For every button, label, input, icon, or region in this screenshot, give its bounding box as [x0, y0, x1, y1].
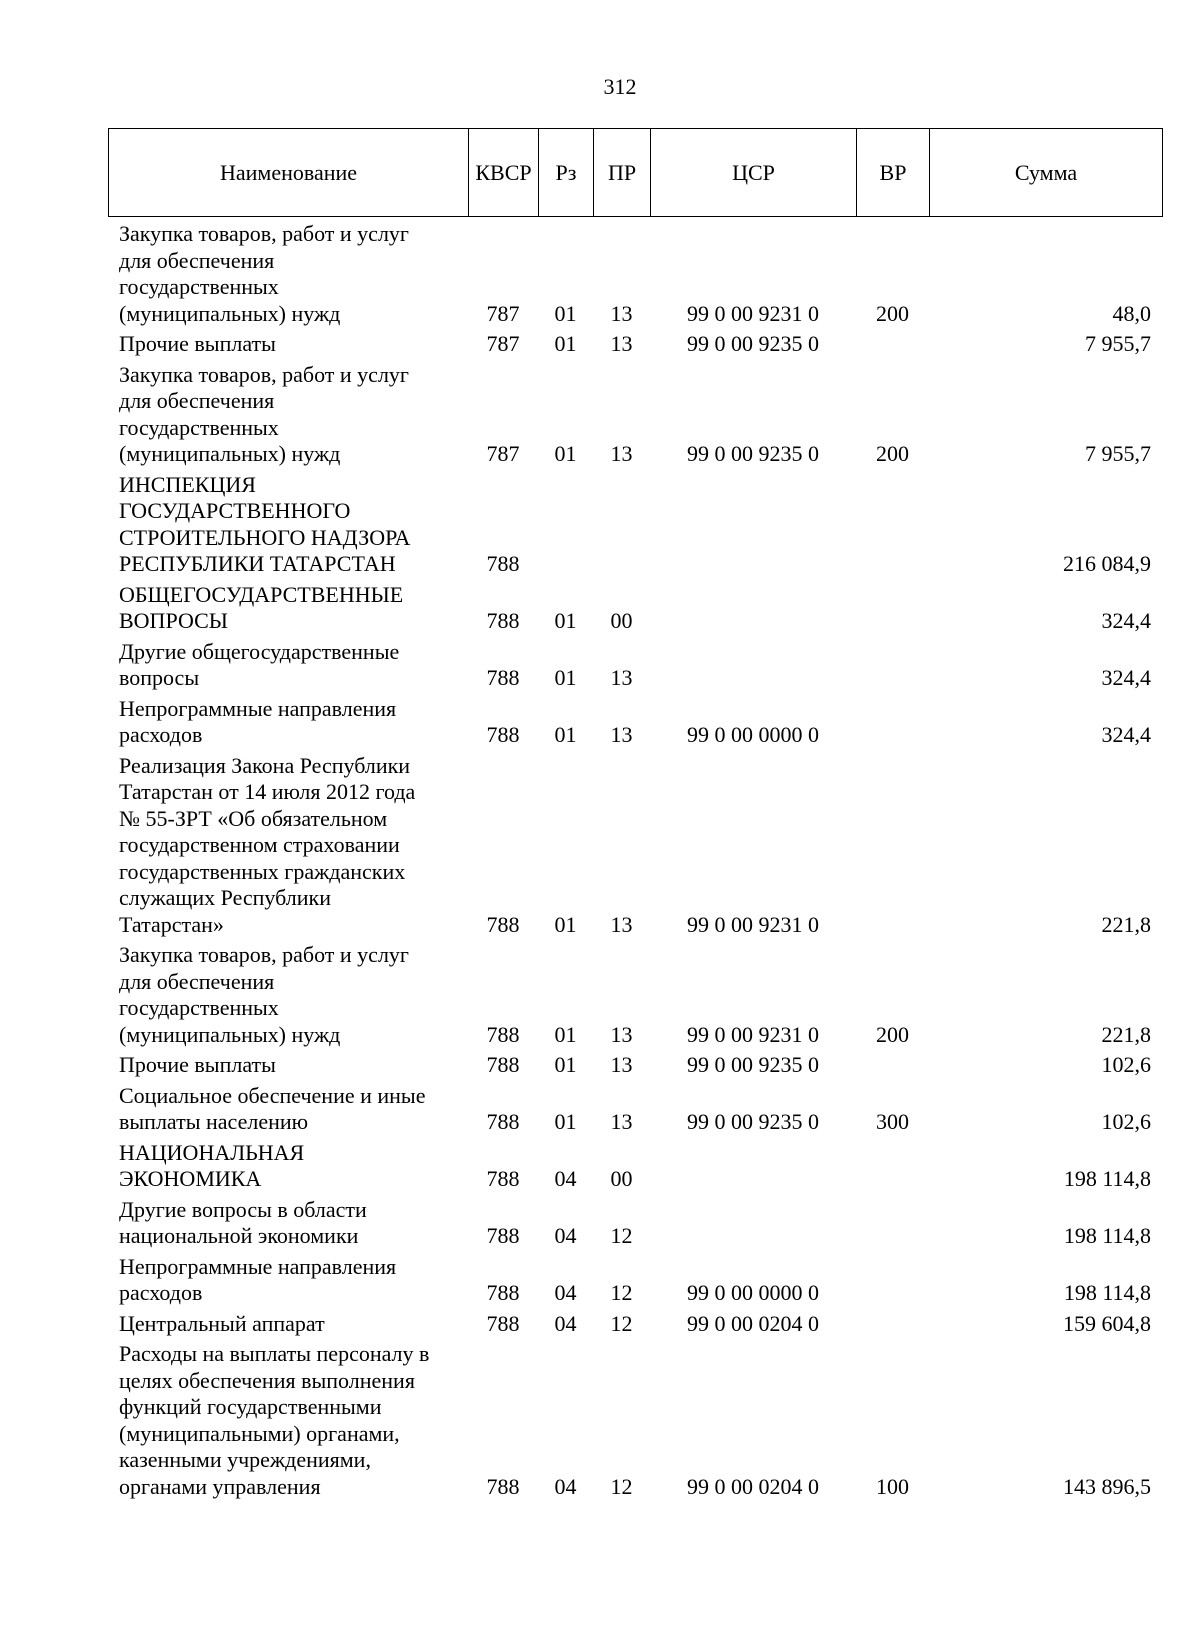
row-csr: 99 0 00 9235 0 [687, 1052, 819, 1077]
row-rz: 01 [554, 911, 577, 937]
row-sum: 159 604,8 [1063, 1310, 1151, 1336]
row-name: Другие общегосударственные вопросы [119, 638, 400, 690]
row-vr [856, 1307, 929, 1338]
row-name-cell [108, 1193, 468, 1250]
row-sum: 221,8 [1101, 1021, 1151, 1047]
row-name: Другие вопросы в области национальной экономики [119, 1196, 367, 1248]
header-pr: ПР [594, 129, 651, 217]
row-sum: 324,4 [1101, 608, 1151, 633]
row-vr [856, 578, 929, 635]
row-rz: 01 [554, 1021, 577, 1047]
header-sum: Сумма [930, 129, 1163, 217]
row-sum: 198 114,8 [1063, 1166, 1151, 1191]
row-name: Реализация Закона Республики Татарстан от 14 июля 2012 года № 55-ЗРТ «Об обязательном государственном страховании государственных гражданских служащих Республики Татарстан» [119, 752, 416, 937]
table-row [108, 468, 1162, 578]
header-rz: Рз [539, 129, 594, 217]
row-rz: 01 [554, 722, 577, 747]
row-pr: 13 [610, 1052, 633, 1077]
row-sum: 221,8 [1101, 911, 1151, 937]
row-kvsr: 788 [486, 1473, 520, 1499]
row-name: ИНСПЕКЦИЯ ГОСУДАРСТВЕННОГО СТРОИТЕЛЬНОГО НАДЗОРА РЕСПУБЛИКИ ТАТАРСТАН [119, 471, 411, 576]
row-sum: 102,6 [1101, 1109, 1151, 1134]
row-csr [650, 1136, 856, 1193]
row-kvsr: 788 [486, 722, 520, 747]
row-pr: 13 [610, 1109, 633, 1134]
row-rz: 01 [554, 1052, 577, 1077]
row-csr: 99 0 00 0000 0 [687, 722, 819, 747]
row-vr: 300 [876, 1109, 909, 1134]
table-row [108, 217, 1162, 327]
table-row [108, 635, 1162, 692]
row-vr [856, 327, 929, 358]
row-name-cell [108, 1136, 468, 1193]
row-name-cell [108, 468, 468, 578]
row-pr: 13 [610, 722, 633, 747]
row-name: ОБЩЕГОСУДАРСТВЕННЫЕ ВОПРОСЫ [119, 581, 404, 633]
table-row [108, 1048, 1162, 1079]
row-name: Закупка товаров, работ и услуг для обеспечения государственных (муниципальных) нужд [119, 221, 409, 326]
row-csr [650, 635, 856, 692]
row-pr: 13 [610, 441, 633, 466]
row-name-cell [108, 938, 468, 1048]
table-row [108, 692, 1162, 749]
row-rz [538, 468, 593, 578]
row-kvsr: 787 [486, 331, 520, 356]
row-name-cell [108, 692, 468, 749]
row-name: Прочие выплаты [119, 1052, 276, 1077]
row-kvsr: 788 [486, 1310, 520, 1336]
row-rz: 01 [554, 1109, 577, 1134]
row-rz: 04 [554, 1310, 577, 1336]
table-row [108, 578, 1162, 635]
row-sum: 198 114,8 [1063, 1280, 1151, 1305]
row-name: НАЦИОНАЛЬНАЯ ЭКОНОМИКА [119, 1139, 305, 1191]
row-name-cell [108, 358, 468, 468]
row-kvsr: 788 [486, 1021, 520, 1047]
row-rz: 04 [554, 1473, 577, 1499]
row-vr: 100 [876, 1473, 909, 1499]
row-vr [856, 1193, 929, 1250]
page-number: 312 [603, 74, 637, 99]
row-rz: 04 [554, 1166, 577, 1191]
header-name: Наименование [109, 129, 469, 217]
row-pr: 00 [610, 608, 633, 633]
row-vr [856, 468, 929, 578]
row-kvsr: 788 [486, 1223, 520, 1248]
table-row [108, 1250, 1162, 1307]
row-vr: 200 [876, 1021, 909, 1047]
row-csr: 99 0 00 9231 0 [687, 300, 819, 326]
table-row [108, 327, 1162, 358]
table-row [108, 1337, 1162, 1500]
row-rz: 01 [554, 608, 577, 633]
row-kvsr: 787 [486, 441, 520, 466]
row-name-cell [108, 1079, 468, 1136]
row-sum: 48,0 [1112, 300, 1151, 326]
table-header [108, 128, 1163, 217]
table-row [108, 358, 1162, 468]
row-name: Закупка товаров, работ и услуг для обеспечения государственных (муниципальных) нужд [119, 942, 409, 1047]
row-vr [856, 1136, 929, 1193]
row-kvsr: 788 [486, 911, 520, 937]
row-name: Социальное обеспечение и иные выплаты населению [119, 1082, 426, 1134]
row-vr [856, 749, 929, 939]
row-pr: 13 [610, 665, 633, 690]
row-csr: 99 0 00 9231 0 [687, 1021, 819, 1047]
row-pr: 13 [610, 300, 633, 326]
row-csr: 99 0 00 0204 0 [687, 1310, 819, 1336]
row-name: Расходы на выплаты персоналу в целях обеспечения выполнения функций государственными (муниципальными) органами, казенными учреждениями, органами управления [119, 1341, 430, 1499]
row-kvsr: 788 [486, 551, 520, 576]
row-name-cell [108, 635, 468, 692]
row-name-cell [108, 749, 468, 939]
header-csr: ЦСР [651, 129, 857, 217]
row-name: Прочие выплаты [119, 331, 276, 356]
row-name: Непрограммные направления расходов [119, 1253, 397, 1305]
row-name: Центральный аппарат [119, 1310, 325, 1336]
row-pr: 00 [610, 1166, 633, 1191]
row-rz: 01 [554, 331, 577, 356]
row-kvsr: 788 [486, 608, 520, 633]
row-csr [650, 1193, 856, 1250]
row-rz: 01 [554, 300, 577, 326]
row-name-cell [108, 1250, 468, 1307]
row-vr: 200 [876, 441, 909, 466]
row-sum: 7 955,7 [1085, 441, 1151, 466]
row-rz: 04 [554, 1223, 577, 1248]
row-csr [650, 468, 856, 578]
table-row [108, 938, 1162, 1048]
row-rz: 04 [554, 1280, 577, 1305]
row-pr: 12 [610, 1473, 633, 1499]
row-sum: 324,4 [1101, 665, 1151, 690]
row-csr [650, 578, 856, 635]
row-vr: 200 [876, 300, 909, 326]
row-pr: 12 [610, 1310, 633, 1336]
row-kvsr: 788 [486, 1109, 520, 1134]
row-name: Непрограммные направления расходов [119, 695, 397, 747]
row-pr: 12 [610, 1280, 633, 1305]
row-sum: 198 114,8 [1063, 1223, 1151, 1248]
row-kvsr: 787 [486, 300, 520, 326]
row-kvsr: 788 [486, 1052, 520, 1077]
budget-table [108, 217, 1162, 1500]
row-pr [593, 468, 650, 578]
row-csr: 99 0 00 9235 0 [687, 331, 819, 356]
row-vr [856, 1048, 929, 1079]
row-csr: 99 0 00 9231 0 [687, 911, 819, 937]
table-row [108, 1193, 1162, 1250]
row-name: Закупка товаров, работ и услуг для обеспечения государственных (муниципальных) нужд [119, 361, 409, 466]
row-rz: 01 [554, 665, 577, 690]
table-body [108, 217, 1162, 1500]
row-name-cell [108, 1048, 468, 1079]
row-sum: 216 084,9 [1063, 551, 1151, 576]
row-sum: 102,6 [1101, 1052, 1151, 1077]
row-csr: 99 0 00 9235 0 [687, 441, 819, 466]
row-name-cell [108, 578, 468, 635]
table-row [108, 1079, 1162, 1136]
header-vr: ВР [857, 129, 930, 217]
row-vr [856, 692, 929, 749]
row-name-cell [108, 327, 468, 358]
row-sum: 324,4 [1101, 722, 1151, 747]
row-pr: 12 [610, 1223, 633, 1248]
row-kvsr: 788 [486, 1166, 520, 1191]
row-pr: 13 [610, 1021, 633, 1047]
header-kvsr: КВСР [469, 129, 539, 217]
row-vr [856, 635, 929, 692]
row-sum: 7 955,7 [1085, 331, 1151, 356]
row-kvsr: 788 [486, 1280, 520, 1305]
row-csr: 99 0 00 0000 0 [687, 1280, 819, 1305]
table-row [108, 1136, 1162, 1193]
table-row [108, 749, 1162, 939]
row-name-cell [108, 1307, 468, 1338]
row-sum: 143 896,5 [1063, 1473, 1151, 1499]
table-row [108, 1307, 1162, 1338]
row-pr: 13 [610, 331, 633, 356]
row-kvsr: 788 [486, 665, 520, 690]
row-vr [856, 1250, 929, 1307]
row-name-cell [108, 217, 468, 327]
row-csr: 99 0 00 0204 0 [687, 1473, 819, 1499]
row-rz: 01 [554, 441, 577, 466]
row-csr: 99 0 00 9235 0 [687, 1109, 819, 1134]
row-name-cell [108, 1337, 468, 1500]
row-pr: 13 [610, 911, 633, 937]
